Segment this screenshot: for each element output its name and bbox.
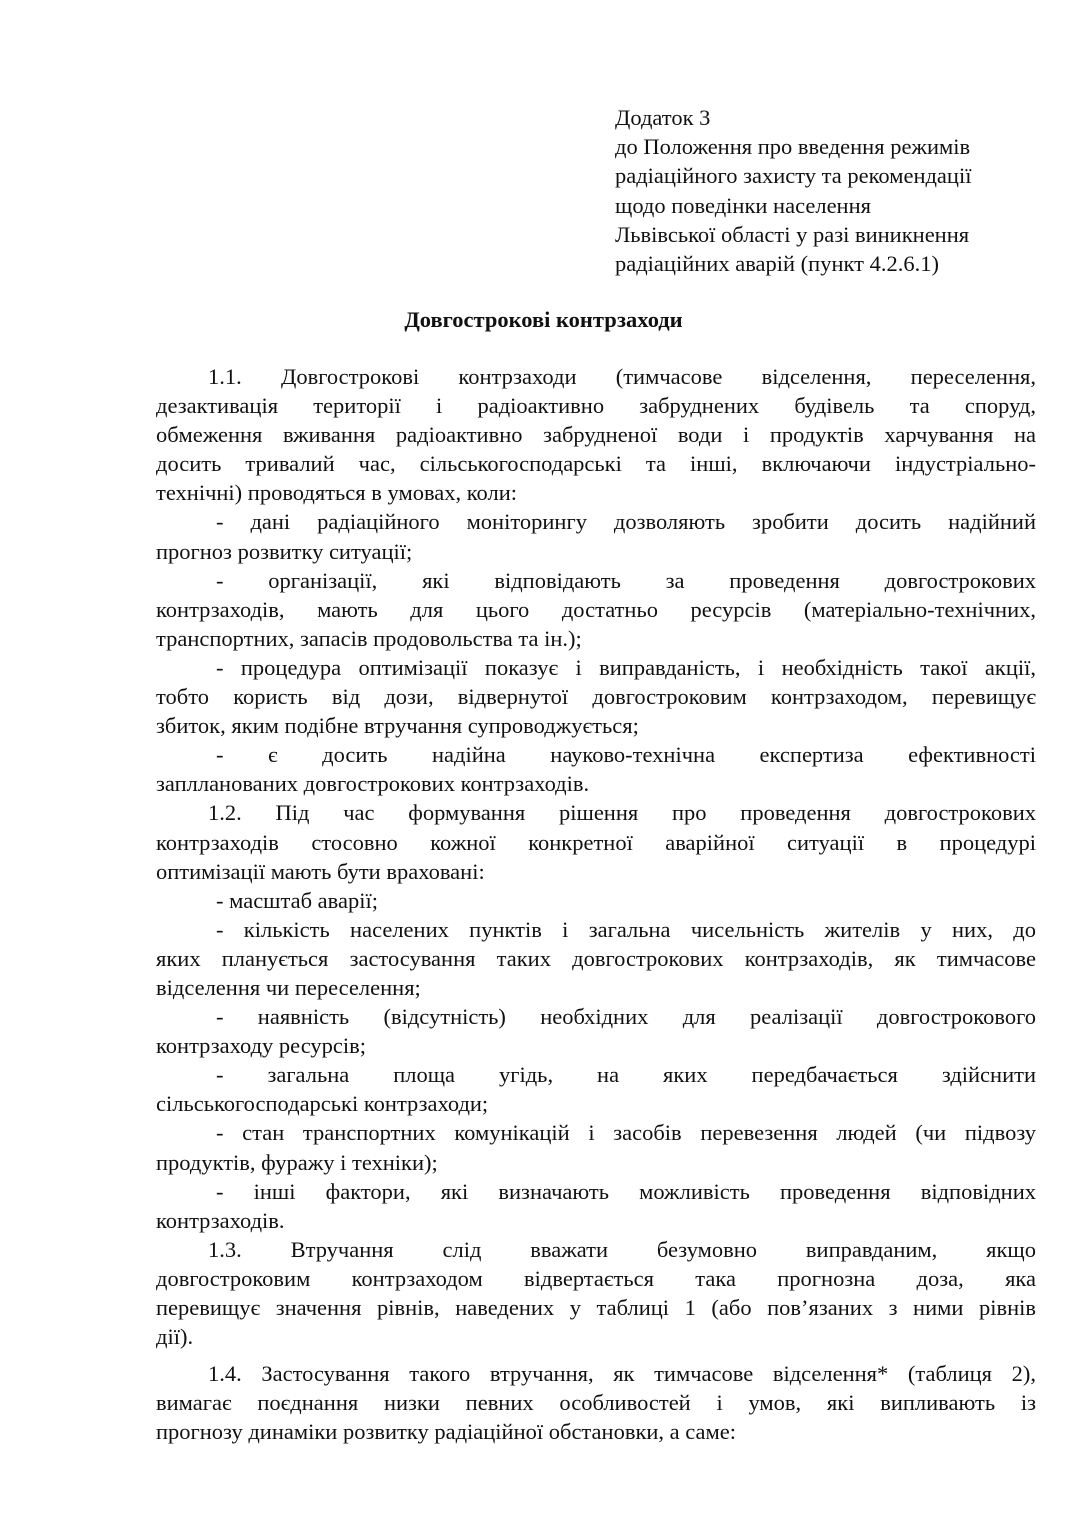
appendix-line: Львівської області у разі виникнення (615, 221, 970, 247)
text-line: оптимізації мають бути враховані: (156, 858, 485, 884)
list-item (156, 566, 1036, 653)
text-line: - наявність (відсутність) необхідних для реалізації довгострокового (216, 1004, 1036, 1030)
text-line: продуктів, фуражу і техніки); (156, 1149, 438, 1175)
text-line: заплланованих довгострокових контрзаходів. (156, 771, 590, 797)
text-line: контрзаходів стосовно кожної конкретної аварійної ситуації в процедурі (156, 829, 1036, 855)
text-line: - стан транспортних комунікацій і засобів перевезення людей (чи підвозу (216, 1120, 1036, 1146)
text-line: 1.3. Втручання слід вважати безумовно виправданим, якщо (208, 1236, 1036, 1262)
list-item (156, 1002, 1036, 1060)
text-line: досить тривалий час, сільськогосподарські та інші, включаючи індустріально- (156, 451, 1036, 477)
appendix-line: радіаційного захисту та рекомендації (615, 163, 972, 189)
paragraph-1-2 (156, 798, 1036, 885)
text-line: сільськогосподарські контрзаходи; (156, 1091, 489, 1117)
list-item (156, 653, 1036, 740)
text-line: технічні) проводяться в умовах, коли: (156, 480, 518, 506)
text-line: довгостроковим контрзаходом відвертається така прогнозна доза, яка (156, 1265, 1036, 1291)
text-line: - кількість населених пунктів і загальна чисельність жителів у них, до (216, 916, 1036, 942)
text-line: - дані радіаційного моніторингу дозволяють зробити досить надійний (216, 509, 1036, 535)
text-line: - масштаб аварії; (216, 887, 378, 913)
appendix-line: радіаційних аварій (пункт 4.2.6.1) (615, 251, 939, 277)
text-line: обмеження вживання радіоактивно забрудненої води і продуктів харчування на (156, 422, 1036, 448)
text-line: вимагає поєднання низки певних особливостей і умов, які випливають із (156, 1390, 1036, 1416)
text-line: дії). (156, 1324, 194, 1350)
appendix-line: щодо поведінки населення (615, 192, 871, 218)
text-line: - загальна площа угідь, на яких передбачається здійснити (216, 1062, 1036, 1088)
text-line: прогноз розвитку ситуації; (156, 538, 413, 564)
appendix-line: Додаток 3 (615, 105, 711, 130)
list-item (156, 507, 1036, 565)
text-line: 1.4. Застосування такого втручання, як тимчасове відселення* (таблиця 2), (208, 1361, 1036, 1387)
text-line: тобто користь від дози, відвернутої довгостроковим контрзаходом, перевищує (156, 684, 1036, 710)
text-line: перевищує значення рівнів, наведених у таблиці 1 (або пов’язаних з ними рівнів (156, 1295, 1036, 1320)
list-item (156, 1118, 1036, 1176)
document-title: Довгострокові контрзаходи (404, 307, 683, 332)
paragraph-1-3 (156, 1235, 1036, 1351)
text-line: відселення чи переселення; (156, 974, 421, 1000)
list-item (156, 1177, 1036, 1235)
text-line: 1.2. Під час формування рішення про проведення довгострокових (208, 800, 1036, 826)
text-line: контрзаходів. (156, 1207, 285, 1233)
text-line: - інші фактори, які визначають можливість проведення відповідних (216, 1178, 1036, 1204)
paragraph-1-4 (156, 1359, 1036, 1446)
appendix-header (615, 103, 1075, 278)
text-line: - є досить надійна науково-технічна експертиза ефективності (216, 742, 1036, 768)
text-line: прогнозу динаміки розвитку радіаційної обстановки, а саме: (156, 1419, 737, 1445)
list-item (156, 740, 1036, 798)
text-line: транспортних, запасів продовольства та ін.); (156, 625, 582, 651)
list-item (156, 886, 1036, 915)
text-line: контрзаходів, мають для цього достатньо ресурсів (матеріально-технічних, (156, 596, 1036, 622)
text-line: - процедура оптимізації показує і виправданість, і необхідність такої акції, (216, 654, 1036, 680)
paragraph-1-1 (156, 362, 1036, 507)
text-line: 1.1. Довгострокові контрзаходи (тимчасове відселення, переселення, (208, 364, 1036, 389)
text-line: - організації, які відповідають за проведення довгострокових (216, 567, 1036, 593)
document-body (156, 362, 1036, 1446)
text-line: яких планується застосування таких довгострокових контрзаходів, як тимчасове (156, 945, 1036, 971)
list-item (156, 1060, 1036, 1118)
text-line: контрзаходу ресурсів; (156, 1033, 367, 1059)
list-item (156, 915, 1036, 1002)
text-line: дезактивація території і радіоактивно забруднених будівель та споруд, (156, 393, 1036, 419)
text-line: збиток, яким подібне втручання супроводжується; (156, 713, 639, 739)
appendix-line: до Положення про введення режимів (615, 134, 971, 160)
